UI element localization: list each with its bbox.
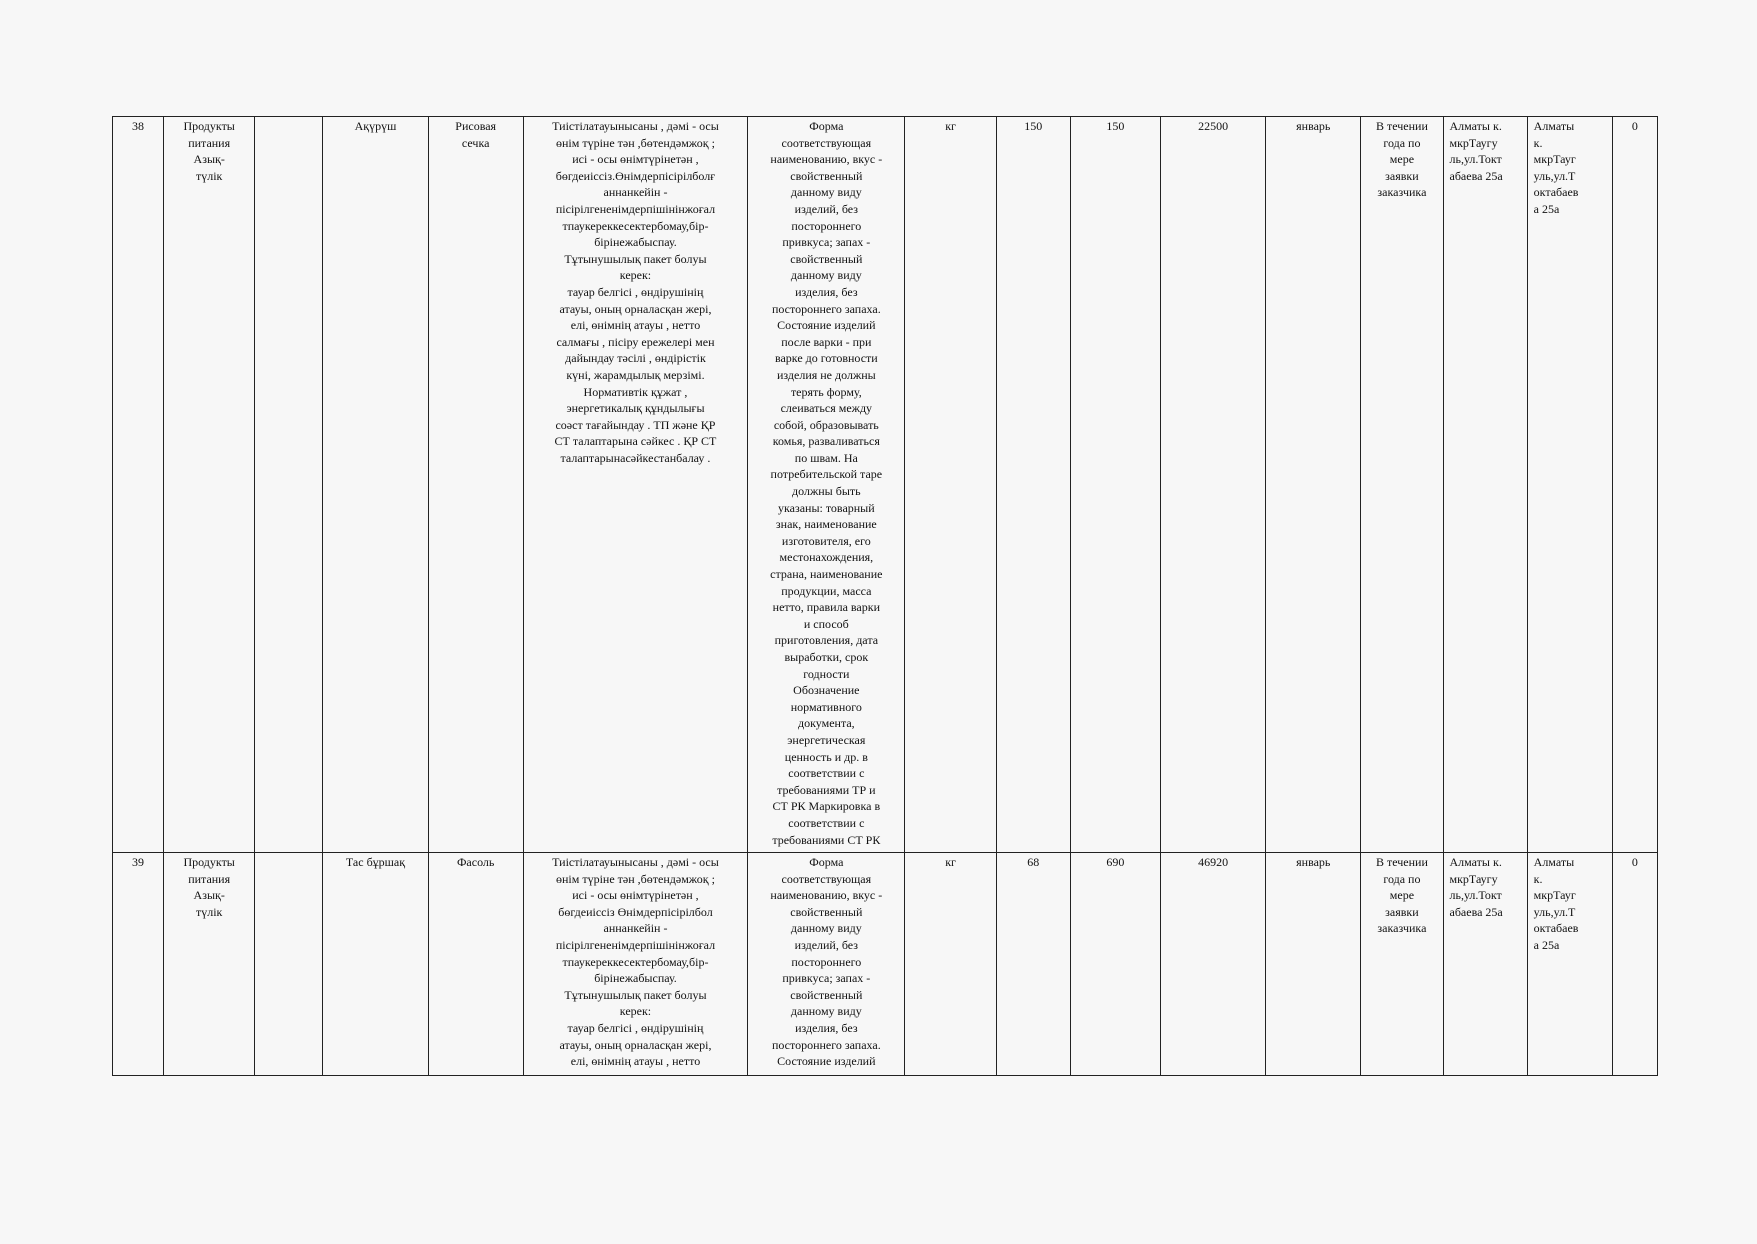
name-ru-cell: Рисовая сечка xyxy=(428,117,523,853)
spec-kz-cell: Тиістілатауынысаны , дәмі - осы өнім түріне тән ,бөтендәмжоқ ; исі - осы өнімтүрінетән , бөгдеиіссіз Өнімдерпісірілбол аннанкейін - пісірілгененімдерпішінінжоғал тпаукереккесектербомау,бір- бірінежабыспау. Тұтынушылық пакет болуы керек: тауар белгісі , өндірушінің атауы, оның орналасқан жері, елі, өнімнің атауы , нетто xyxy=(523,853,747,1076)
table-row xyxy=(113,853,1658,1076)
month-cell: январь xyxy=(1266,853,1361,1076)
table-row xyxy=(113,117,1658,853)
advance-cell: 0 xyxy=(1612,117,1657,853)
delivery-address-cell: Алматы к. мкрТауг уль,ул.Т октабаев а 25а xyxy=(1527,853,1612,1076)
name-ru-cell: Фасоль xyxy=(428,853,523,1076)
category-cell: Продукты питания Азық- түлік xyxy=(164,853,255,1076)
name-kz-cell: Тас бұршақ xyxy=(323,853,428,1076)
category-cell: Продукты питания Азық- түлік xyxy=(164,117,255,853)
delivery-address-cell: Алматы к. мкрТауг уль,ул.Т октабаев а 25а xyxy=(1527,117,1612,853)
empty-cell xyxy=(255,117,323,853)
delivery-term-cell: В течении года по мере заявки заказчика xyxy=(1361,853,1443,1076)
price-cell: 690 xyxy=(1070,853,1160,1076)
unit-cell: кг xyxy=(905,853,996,1076)
unit-cell: кг xyxy=(905,117,996,853)
delivery-place-cell: Алматы к. мкрТаугу ль,ул.Токт абаева 25а xyxy=(1443,853,1527,1076)
price-cell: 150 xyxy=(1070,117,1160,853)
delivery-term-cell: В течении года по мере заявки заказчика xyxy=(1361,117,1443,853)
advance-cell: 0 xyxy=(1612,853,1657,1076)
spec-ru-cell: Форма соответствующая наименованию, вкус - свойственный данному виду изделий, без постороннего привкуса; запах - свойственный данному виду изделия, без постороннего запаха. Состояние изделий после варки - при варке до готовности изделия не должны терять форму, слеиваться между собой, образовывать комья, разваливаться по швам. На потребительской таре должны быть указаны: товарный знак, наименование изготовителя, его местонахождения, страна, наименование продукции, масса нетто, правила варки и способ приготовления, дата выработки, срок годности Обозначение нормативного документа, энергетическая ценность и др. в соответствии с требованиями ТР и СТ РК Маркировка в соответствии с требованиями СТ РК xyxy=(748,117,905,853)
quantity-cell: 150 xyxy=(996,117,1070,853)
row-number: 38 xyxy=(113,117,164,853)
delivery-place-cell: Алматы к. мкрТаугу ль,ул.Токт абаева 25а xyxy=(1443,117,1527,853)
sum-cell: 46920 xyxy=(1160,853,1265,1076)
month-cell: январь xyxy=(1266,117,1361,853)
procurement-table xyxy=(112,116,1658,1076)
name-kz-cell: Ақүрүш xyxy=(323,117,428,853)
quantity-cell: 68 xyxy=(996,853,1070,1076)
spec-ru-cell: Форма соответствующая наименованию, вкус - свойственный данному виду изделий, без постороннего привкуса; запах - свойственный данному виду изделия, без постороннего запаха. Состояние изделий xyxy=(748,853,905,1076)
sum-cell: 22500 xyxy=(1160,117,1265,853)
row-number: 39 xyxy=(113,853,164,1076)
empty-cell xyxy=(255,853,323,1076)
spec-kz-cell: Тиістілатауынысаны , дәмі - осы өнім түріне тән ,бөтендәмжоқ ; исі - осы өнімтүрінетән , бөгдеиіссіз.Өнімдерпісірілболғ аннанкейін - пісірілгененімдерпішінінжоғал тпаукереккесектербомау,бір- бірінежабыспау. Тұтынушылық пакет болуы керек: тауар белгісі , өндірушінің атауы, оның орналасқан жері, елі, өнімнің атауы , нетто салмағы , пісіру ережелері мен дайындау тәсілі , өндірістік күні, жарамдылық мерзімі. Нормативтік құжат , энергетикалық құндылығы соәст тағайындау . ТП және ҚР СТ талаптарына сәйкес . ҚР СТ талаптарынасәйкестанбалау . xyxy=(523,117,747,853)
